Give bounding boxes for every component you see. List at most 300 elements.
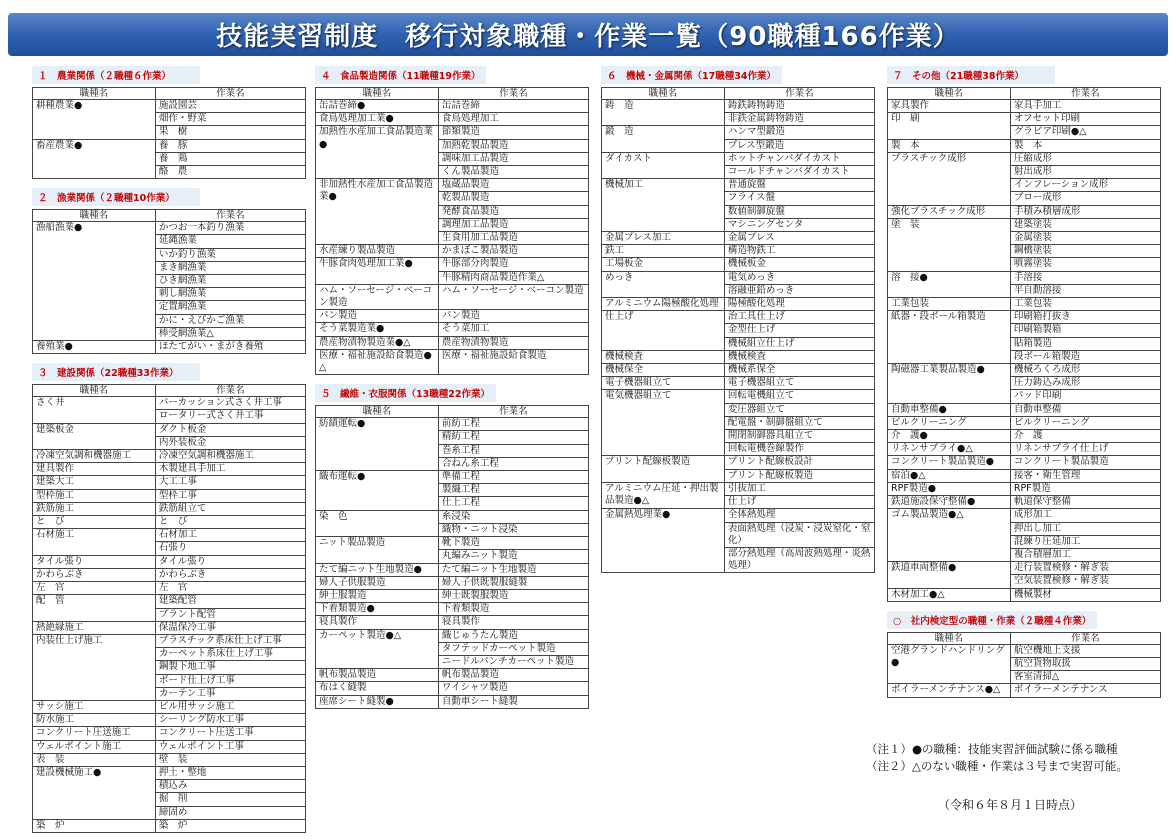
work-name: 印刷箱打抜き: [1010, 311, 1160, 324]
work-name: ブロー成形: [1010, 192, 1160, 205]
work-name: 手積み積層成形: [1010, 205, 1160, 218]
column-header-occ: 職種名: [33, 385, 156, 397]
table-row: [602, 298, 875, 311]
table-row: [888, 403, 1161, 416]
occupation-name: 建築板金: [33, 423, 156, 449]
work-name: 射出成形: [1010, 166, 1160, 179]
footnotes: [866, 741, 1128, 775]
work-name: パッド印刷: [1010, 390, 1160, 403]
column-header-occ: 職種名: [602, 88, 725, 100]
occupation-name: 表 装: [33, 753, 156, 766]
work-name: 機械検査: [724, 350, 874, 363]
work-name: カーテン工事: [155, 687, 305, 700]
column-header-work: 作業名: [155, 210, 305, 222]
work-name: 農産物漬物製造: [438, 336, 588, 349]
work-name: 貼箱製造: [1010, 337, 1160, 350]
table-row: [33, 555, 306, 568]
table-row: [316, 126, 589, 139]
occupation-name: プラスチック成形: [888, 152, 1011, 205]
column-header-occ: 職種名: [316, 406, 439, 418]
work-name: 製 本: [1010, 139, 1160, 152]
work-name: 仕上げ: [724, 496, 874, 509]
table-row: [888, 416, 1161, 429]
work-name: 噴霧塗装: [1010, 258, 1160, 271]
table-row: [33, 516, 306, 529]
work-name: 養 鶏: [155, 152, 305, 165]
work-name: 下着類製造: [438, 603, 588, 616]
work-name: オフセット印刷: [1010, 113, 1160, 126]
occupation-name: 漁船漁業●: [33, 222, 156, 341]
work-name: マシニングセンタ: [724, 218, 874, 231]
work-name: 鋳鉄鋳物鋳造: [724, 100, 874, 113]
work-name: 普通旋盤: [724, 179, 874, 192]
occupation-name: 婦人子供服製造: [316, 576, 439, 589]
column-4: [887, 64, 1161, 705]
occupation-name: たて編ニット生地製造●: [316, 563, 439, 576]
table-row: [888, 152, 1161, 165]
table-row: [888, 311, 1161, 324]
table-row: [316, 336, 589, 349]
occupation-name: 冷凍空気調和機器施工: [33, 450, 156, 463]
section-title: ４ 食品製造関係（11職種19作業）: [315, 66, 486, 84]
table-row: [316, 629, 589, 642]
table-row: [33, 568, 306, 581]
table-row: [33, 476, 306, 489]
table-row: [316, 179, 589, 192]
section-title: ７ その他（21職種38作業）: [887, 66, 1055, 84]
work-name: 発酵食品製造: [438, 205, 588, 218]
table-row: [316, 349, 589, 374]
work-name: 定置網漁業: [155, 301, 305, 314]
work-name: 機械製材: [1010, 588, 1160, 601]
occupation-name: 電気機器組立て: [602, 390, 725, 456]
table-row: [316, 284, 589, 309]
table-row: [33, 700, 306, 713]
work-name: 工業包装: [1010, 298, 1160, 311]
table-row: [316, 682, 589, 695]
section-title: ５ 繊維・衣服関係（13職種22作業）: [315, 384, 496, 402]
occupation-name: 染 色: [316, 510, 439, 536]
work-name: 空気装置検修・解ぎ装: [1010, 575, 1160, 588]
note-1: （注１）●の職種：技能実習評価試験に係る職種: [866, 742, 1118, 756]
work-name: 靴下製造: [438, 537, 588, 550]
table-row: [316, 576, 589, 589]
work-name: 織物・ニット浸染: [438, 523, 588, 536]
work-name: カーペット系床仕上げ工事: [155, 648, 305, 661]
occupation-name: ゴム製品製造●△: [888, 509, 1011, 562]
work-name: 巻糸工程: [438, 444, 588, 457]
occupation-name: 耕種農業●: [33, 100, 156, 140]
work-name: 機械系保全: [724, 364, 874, 377]
work-name: ハンマ型鍛造: [724, 126, 874, 139]
occupation-name: リネンサプライ●△: [888, 443, 1011, 456]
work-name: 押土・整地: [155, 766, 305, 779]
occupation-name: 印 刷: [888, 113, 1011, 139]
work-name: ホットチャンバダイカスト: [724, 152, 874, 165]
occupation-name: そう菜製造業●: [316, 323, 439, 336]
table-row: [888, 562, 1161, 575]
work-name: 前紡工程: [438, 418, 588, 431]
work-name: 混練り圧延加工: [1010, 535, 1160, 548]
work-name: 精紡工程: [438, 431, 588, 444]
section: [315, 382, 589, 708]
occupation-name: 織布運転●: [316, 471, 439, 511]
column-header-work: 作業名: [1010, 632, 1160, 644]
work-name: 準備工程: [438, 471, 588, 484]
table-row: [888, 482, 1161, 495]
work-name: フライス盤: [724, 192, 874, 205]
work-name: 石材加工: [155, 529, 305, 542]
work-name: 締固め: [155, 806, 305, 819]
occupation-name: 強化プラスチック成形: [888, 205, 1011, 218]
work-name: 溶融亜鉛めっき: [724, 284, 874, 297]
work-name: プラスチック系床仕上げ工事: [155, 634, 305, 647]
work-name: 開閉制御器具組立て: [724, 430, 874, 443]
work-name: 延縄漁業: [155, 235, 305, 248]
work-name: 金型仕上げ: [724, 324, 874, 337]
occupation-name: めっき: [602, 271, 725, 297]
work-name: 冷凍空気調和機器施工: [155, 450, 305, 463]
table-row: [316, 669, 589, 682]
work-name: ひき網漁業: [155, 275, 305, 288]
work-name: 金属塗装: [1010, 232, 1160, 245]
work-name: 調味加工品製造: [438, 152, 588, 165]
work-name: 機械ろくろ成形: [1010, 364, 1160, 377]
table-row: [602, 245, 875, 258]
section-title: ２ 漁業関係（２職種10作業）: [32, 188, 200, 206]
work-name: 引抜加工: [724, 482, 874, 495]
table-row: [888, 100, 1161, 113]
table-row: [33, 463, 306, 476]
table-row: [888, 298, 1161, 311]
occupation-name: 帆布製品製造: [316, 669, 439, 682]
work-name: 建築配管: [155, 595, 305, 608]
work-name: くん製品製造: [438, 166, 588, 179]
column-header-occ: 職種名: [888, 88, 1011, 100]
table-row: [33, 100, 306, 113]
column-2: [315, 64, 589, 716]
work-name: 築 炉: [155, 819, 305, 832]
table-row: [888, 364, 1161, 377]
work-name: RPF製造: [1010, 482, 1160, 495]
occupation-name: 型枠施工: [33, 489, 156, 502]
occupation-name: 木材加工●△: [888, 588, 1011, 601]
work-name: ビル用サッシ施工: [155, 700, 305, 713]
work-name: 塩蔵品製造: [438, 179, 588, 192]
table-row: [888, 113, 1161, 126]
occupation-name: 工業包装: [888, 298, 1011, 311]
work-name: 自動車整備: [1010, 403, 1160, 416]
table-row: [602, 126, 875, 139]
occupation-name: 建具製作: [33, 463, 156, 476]
occupation-name: RPF製造●: [888, 482, 1011, 495]
work-name: 介 護: [1010, 430, 1160, 443]
occupation-name: コンクリート製品製造●: [888, 456, 1011, 469]
work-name: 牛豚部分肉製造: [438, 258, 588, 271]
work-name: 全体熱処理: [724, 509, 874, 522]
table-row: [316, 695, 589, 708]
work-name: 織じゅうたん製造: [438, 629, 588, 642]
table-row: [602, 482, 875, 495]
work-name: 鋼製下地工事: [155, 661, 305, 674]
occupation-name: 金属プレス加工: [602, 232, 725, 245]
work-name: 段ボール箱製造: [1010, 350, 1160, 363]
work-name: 半自動溶接: [1010, 284, 1160, 297]
occupation-table: [32, 384, 306, 833]
column-header-occ: 職種名: [33, 88, 156, 100]
work-name: タイル張り: [155, 555, 305, 568]
work-name: 内外装板金: [155, 436, 305, 449]
table-row: [316, 258, 589, 271]
table-row: [33, 222, 306, 235]
occupation-name: 機械検査: [602, 350, 725, 363]
work-name: 治工具仕上げ: [724, 311, 874, 324]
section-title: ３ 建設関係（22職種33作業）: [32, 363, 200, 381]
work-name: 軌道保守整備: [1010, 496, 1160, 509]
occupation-name: 鉄筋施工: [33, 502, 156, 515]
table-row: [602, 377, 875, 390]
table-row: [33, 753, 306, 766]
column-header-work: 作業名: [155, 88, 305, 100]
occupation-table: [32, 209, 306, 354]
work-name: プリント配線板製造: [724, 469, 874, 482]
work-name: ボード仕上げ工事: [155, 674, 305, 687]
work-name: 鉄筋組立て: [155, 502, 305, 515]
table-row: [33, 819, 306, 832]
table-row: [316, 418, 589, 431]
work-name: 大工工事: [155, 476, 305, 489]
occupation-name: 布はく縫製: [316, 682, 439, 695]
occupation-name: 建築大工: [33, 476, 156, 489]
occupation-name: 左 官: [33, 582, 156, 595]
occupation-table: [315, 405, 589, 708]
table-row: [888, 430, 1161, 443]
table-row: [33, 766, 306, 779]
work-name: そう菜加工: [438, 323, 588, 336]
section-title: ○ 社内検定型の職種・作業（２職種４作業）: [887, 611, 1097, 629]
table-row: [33, 714, 306, 727]
table-row: [33, 621, 306, 634]
occupation-table: [601, 87, 875, 573]
work-name: 鋼橋塗装: [1010, 245, 1160, 258]
occupation-table: [887, 632, 1161, 698]
occupation-name: プリント配線板製造: [602, 456, 725, 482]
section: [32, 361, 306, 833]
work-name: 帆布製品製造: [438, 669, 588, 682]
occupation-name: 鉄道施設保守整備●: [888, 496, 1011, 509]
work-name: 手溶接: [1010, 271, 1160, 284]
work-name: 複合積層加工: [1010, 548, 1160, 561]
occupation-table: [315, 87, 589, 375]
section: [315, 64, 589, 375]
table-row: [888, 469, 1161, 482]
work-name: 酪 農: [155, 166, 305, 179]
work-name: 建築塗装: [1010, 218, 1160, 231]
occupation-name: 水産練り製品製造: [316, 245, 439, 258]
table-row: [33, 423, 306, 436]
work-name: 食鳥処理加工: [438, 113, 588, 126]
occupation-name: 鉄工: [602, 245, 725, 258]
section: [887, 609, 1161, 698]
table-row: [888, 443, 1161, 456]
work-name: 家具手加工: [1010, 100, 1160, 113]
work-name: 糸浸染: [438, 510, 588, 523]
table-row: [316, 471, 589, 484]
occupation-name: 塗 装: [888, 218, 1011, 271]
section: [32, 64, 306, 179]
occupation-name: 缶詰巻締●: [316, 100, 439, 113]
work-name: 回転電機巻線製作: [724, 443, 874, 456]
work-name: 乾製品製造: [438, 192, 588, 205]
work-name: 構造物鉄工: [724, 245, 874, 258]
table-row: [888, 588, 1161, 601]
occupation-name: アルミニウム圧延・押出製品製造●△: [602, 482, 725, 508]
table-row: [316, 537, 589, 550]
table-row: [33, 595, 306, 608]
table-row: [33, 529, 306, 542]
work-name: 棒受網漁業△: [155, 327, 305, 340]
work-name: ビルクリーニング: [1010, 416, 1160, 429]
table-row: [33, 727, 306, 740]
work-name: 回転電機組立て: [724, 390, 874, 403]
occupation-table: [32, 87, 306, 179]
work-name: 圧縮成形: [1010, 152, 1160, 165]
occupation-name: 鉄道車両整備●: [888, 562, 1011, 588]
work-name: コンクリート製品製造: [1010, 456, 1160, 469]
column-header-work: 作業名: [155, 385, 305, 397]
work-name: 製織工程: [438, 484, 588, 497]
work-name: 押出し加工: [1010, 522, 1160, 535]
column-header-work: 作業名: [1010, 88, 1160, 100]
occupation-name: 石材施工: [33, 529, 156, 555]
occupation-name: 機械加工: [602, 179, 725, 232]
work-name: 走行装置検修・解ぎ装: [1010, 562, 1160, 575]
work-name: 非鉄金属鋳物鋳造: [724, 113, 874, 126]
work-name: パーカッション式さく井工事: [155, 397, 305, 410]
note-2: （注２）△のない職種・作業は３号まで実習可能。: [866, 759, 1128, 773]
table-row: [316, 510, 589, 523]
occupation-name: ニット製品製造: [316, 537, 439, 563]
occupation-name: 陶磁器工業製品製造●: [888, 364, 1011, 404]
work-name: ボイラーメンテナンス: [1010, 684, 1160, 697]
work-name: 電気めっき: [724, 271, 874, 284]
occupation-name: さく井: [33, 397, 156, 423]
work-name: 圧力鋳込み成形: [1010, 377, 1160, 390]
work-name: タフテッドカーペット製造: [438, 642, 588, 655]
occupation-name: サッシ施工: [33, 700, 156, 713]
table-row: [602, 271, 875, 284]
column-header-work: 作業名: [438, 88, 588, 100]
table-row: [33, 341, 306, 354]
table-row: [888, 205, 1161, 218]
table-row: [316, 323, 589, 336]
occupation-name: 家具製作: [888, 100, 1011, 113]
table-row: [888, 218, 1161, 231]
work-name: 数値制御旋盤: [724, 205, 874, 218]
table-row: [602, 364, 875, 377]
work-name: 機械板金: [724, 258, 874, 271]
occupation-name: カーペット製造●△: [316, 629, 439, 669]
work-name: まき網漁業: [155, 261, 305, 274]
table-row: [33, 740, 306, 753]
column-header-work: 作業名: [438, 406, 588, 418]
table-row: [888, 271, 1161, 284]
occupation-name: 鍛 造: [602, 126, 725, 152]
section-title: ６ 機械・金属関係（17職種34作業）: [601, 66, 782, 84]
work-name: パン製造: [438, 310, 588, 323]
occupation-name: 養殖業●: [33, 341, 156, 354]
work-name: 仕上工程: [438, 497, 588, 510]
column-header-occ: 職種名: [888, 632, 1011, 644]
occupation-name: かわらぶき: [33, 568, 156, 581]
occupation-name: ダイカスト: [602, 152, 725, 178]
section-title: １ 農業関係（２職種６作業）: [32, 66, 200, 84]
occupation-name: 紳士服製造: [316, 589, 439, 602]
occupation-name: 鋳 造: [602, 100, 725, 126]
occupation-name: 築 炉: [33, 819, 156, 832]
work-name: 客室清掃△: [1010, 671, 1160, 684]
work-name: 電子機器組立て: [724, 377, 874, 390]
work-name: 石張り: [155, 542, 305, 555]
work-name: 自動車シート縫製: [438, 695, 588, 708]
table-row: [316, 310, 589, 323]
occupation-name: コンクリート圧送施工: [33, 727, 156, 740]
table-row: [602, 100, 875, 113]
table-row: [602, 232, 875, 245]
page-title: 技能実習制度 移行対象職種・作業一覧（90職種166作業）: [8, 13, 1168, 56]
occupation-name: 宿泊●△: [888, 469, 1011, 482]
occupation-name: 食鳥処理加工業●: [316, 113, 439, 126]
work-name: 丸編みニット製造: [438, 550, 588, 563]
work-name: グラビア印刷●△: [1010, 126, 1160, 139]
work-name: 調理加工品製造: [438, 218, 588, 231]
occupation-name: ハム・ソーセージ・ベーコン製造: [316, 284, 439, 309]
work-name: 畑作・野菜: [155, 113, 305, 126]
work-name: 刺し網漁業: [155, 288, 305, 301]
work-name: 医療・福祉施設給食製造: [438, 349, 588, 374]
occupation-name: 医療・福祉施設給食製造●△: [316, 349, 439, 374]
table-row: [33, 489, 306, 502]
occupation-name: 金属熱処理業●: [602, 509, 725, 573]
work-name: リネンサプライ仕上げ: [1010, 443, 1160, 456]
work-name: かまぼこ製品製造: [438, 245, 588, 258]
occupation-name: 建設機械施工●: [33, 766, 156, 819]
table-row: [33, 450, 306, 463]
occupation-name: 農産物漬物製造業●△: [316, 336, 439, 349]
table-row: [33, 139, 306, 152]
work-name: 成形加工: [1010, 509, 1160, 522]
work-name: 養 豚: [155, 139, 305, 152]
occupation-name: ボイラーメンテナンス●△: [888, 684, 1011, 697]
table-row: [602, 152, 875, 165]
work-name: 航空機地上支援: [1010, 644, 1160, 657]
occupation-name: 下着類製造●: [316, 603, 439, 616]
work-name: 果 樹: [155, 126, 305, 139]
table-row: [888, 509, 1161, 522]
work-name: コールドチャンバダイカスト: [724, 166, 874, 179]
work-name: 保温保冷工事: [155, 621, 305, 634]
occupation-name: 畜産農業●: [33, 139, 156, 179]
work-name: いか釣り漁業: [155, 248, 305, 261]
occupation-name: 製 本: [888, 139, 1011, 152]
table-row: [602, 179, 875, 192]
occupation-name: 機械保全: [602, 364, 725, 377]
work-name: 掘 削: [155, 793, 305, 806]
work-name: 施設園芸: [155, 100, 305, 113]
work-name: かわらぶき: [155, 568, 305, 581]
work-name: たて編ニット生地製造: [438, 563, 588, 576]
occupation-name: 電子機器組立て: [602, 377, 725, 390]
